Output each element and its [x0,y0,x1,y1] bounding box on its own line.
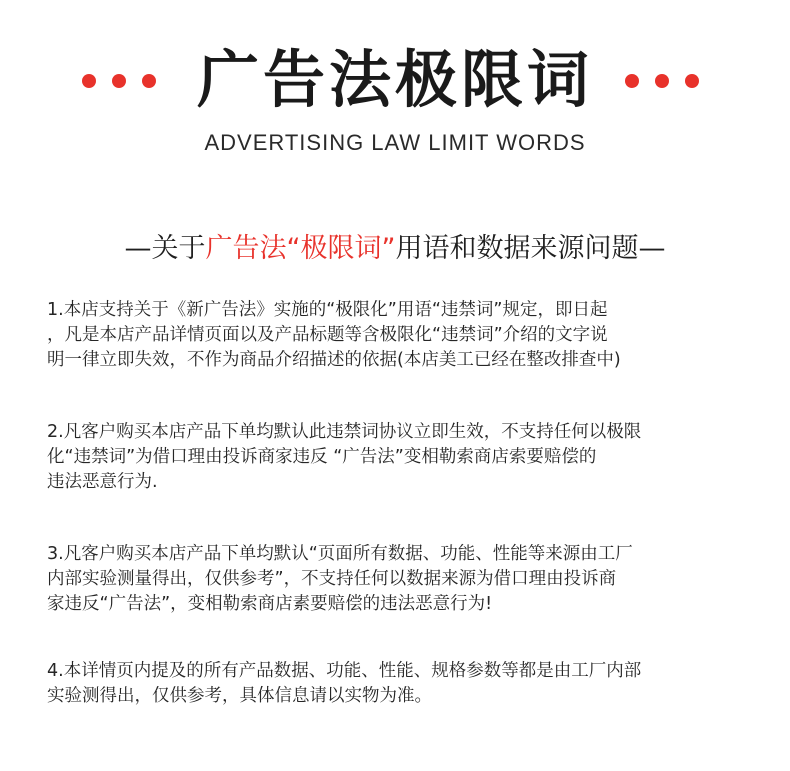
heading-prefix: —关于 [124,233,206,264]
page-title: 广告法极限词 [196,43,593,116]
paragraph-line: 明一律立即失效，不作为商品介绍描述的依据(本店美工已经在整改排查中) [47,350,621,370]
paragraph-line: 内部实验测量得出，仅供参考”，不支持任何以数据来源为借口理由投诉商 [47,569,617,589]
page-subtitle: ADVERTISING LAW LIMIT WORDS [204,130,586,155]
notice-paragraph-3 [47,542,747,617]
paragraph-line: 3.凡客户购买本店产品下单均默认“页面所有数据、功能、性能等来源由工厂 [47,544,633,564]
red-dot-icon [655,74,669,88]
red-dot-icon [685,74,699,88]
heading-highlight: 广告法“极限词” [205,233,396,264]
paragraph-line: 4.本详情页内提及的所有产品数据、功能、性能、规格参数等都是由工厂内部 [47,661,642,681]
paragraph-line: 违法恶意行为. [47,472,158,492]
red-dot-icon [625,74,639,88]
paragraph-line: 2.凡客户购买本店产品下单均默认此违禁词协议立即生效，不支持任何以极限 [47,422,642,442]
notice-paragraph-2 [47,420,747,495]
notice-paragraph-4 [47,659,747,709]
section-heading [0,226,790,265]
notice-paragraph-1 [47,298,747,373]
paragraph-line: 化“违禁词”为借口理由投诉商家违反 “广告法”变相勒索商店索要赔偿的 [47,447,597,467]
paragraph-line: 1.本店支持关于《新广告法》实施的“极限化”用语“违禁词”规定，即日起 [47,300,608,320]
paragraph-line: 家违反“广告法”，变相勒索商店素要赔偿的违法恶意行为! [47,594,493,614]
paragraph-line: ，凡是本店产品详情页面以及产品标题等含极限化“违禁词”介绍的文字说 [47,325,608,345]
paragraph-line: 实验测得出，仅供参考，具体信息请以实物为准。 [47,686,432,706]
title-row [0,40,790,120]
heading-suffix: 用语和数据来源问题— [395,233,666,264]
decorative-dots-right [625,74,699,88]
